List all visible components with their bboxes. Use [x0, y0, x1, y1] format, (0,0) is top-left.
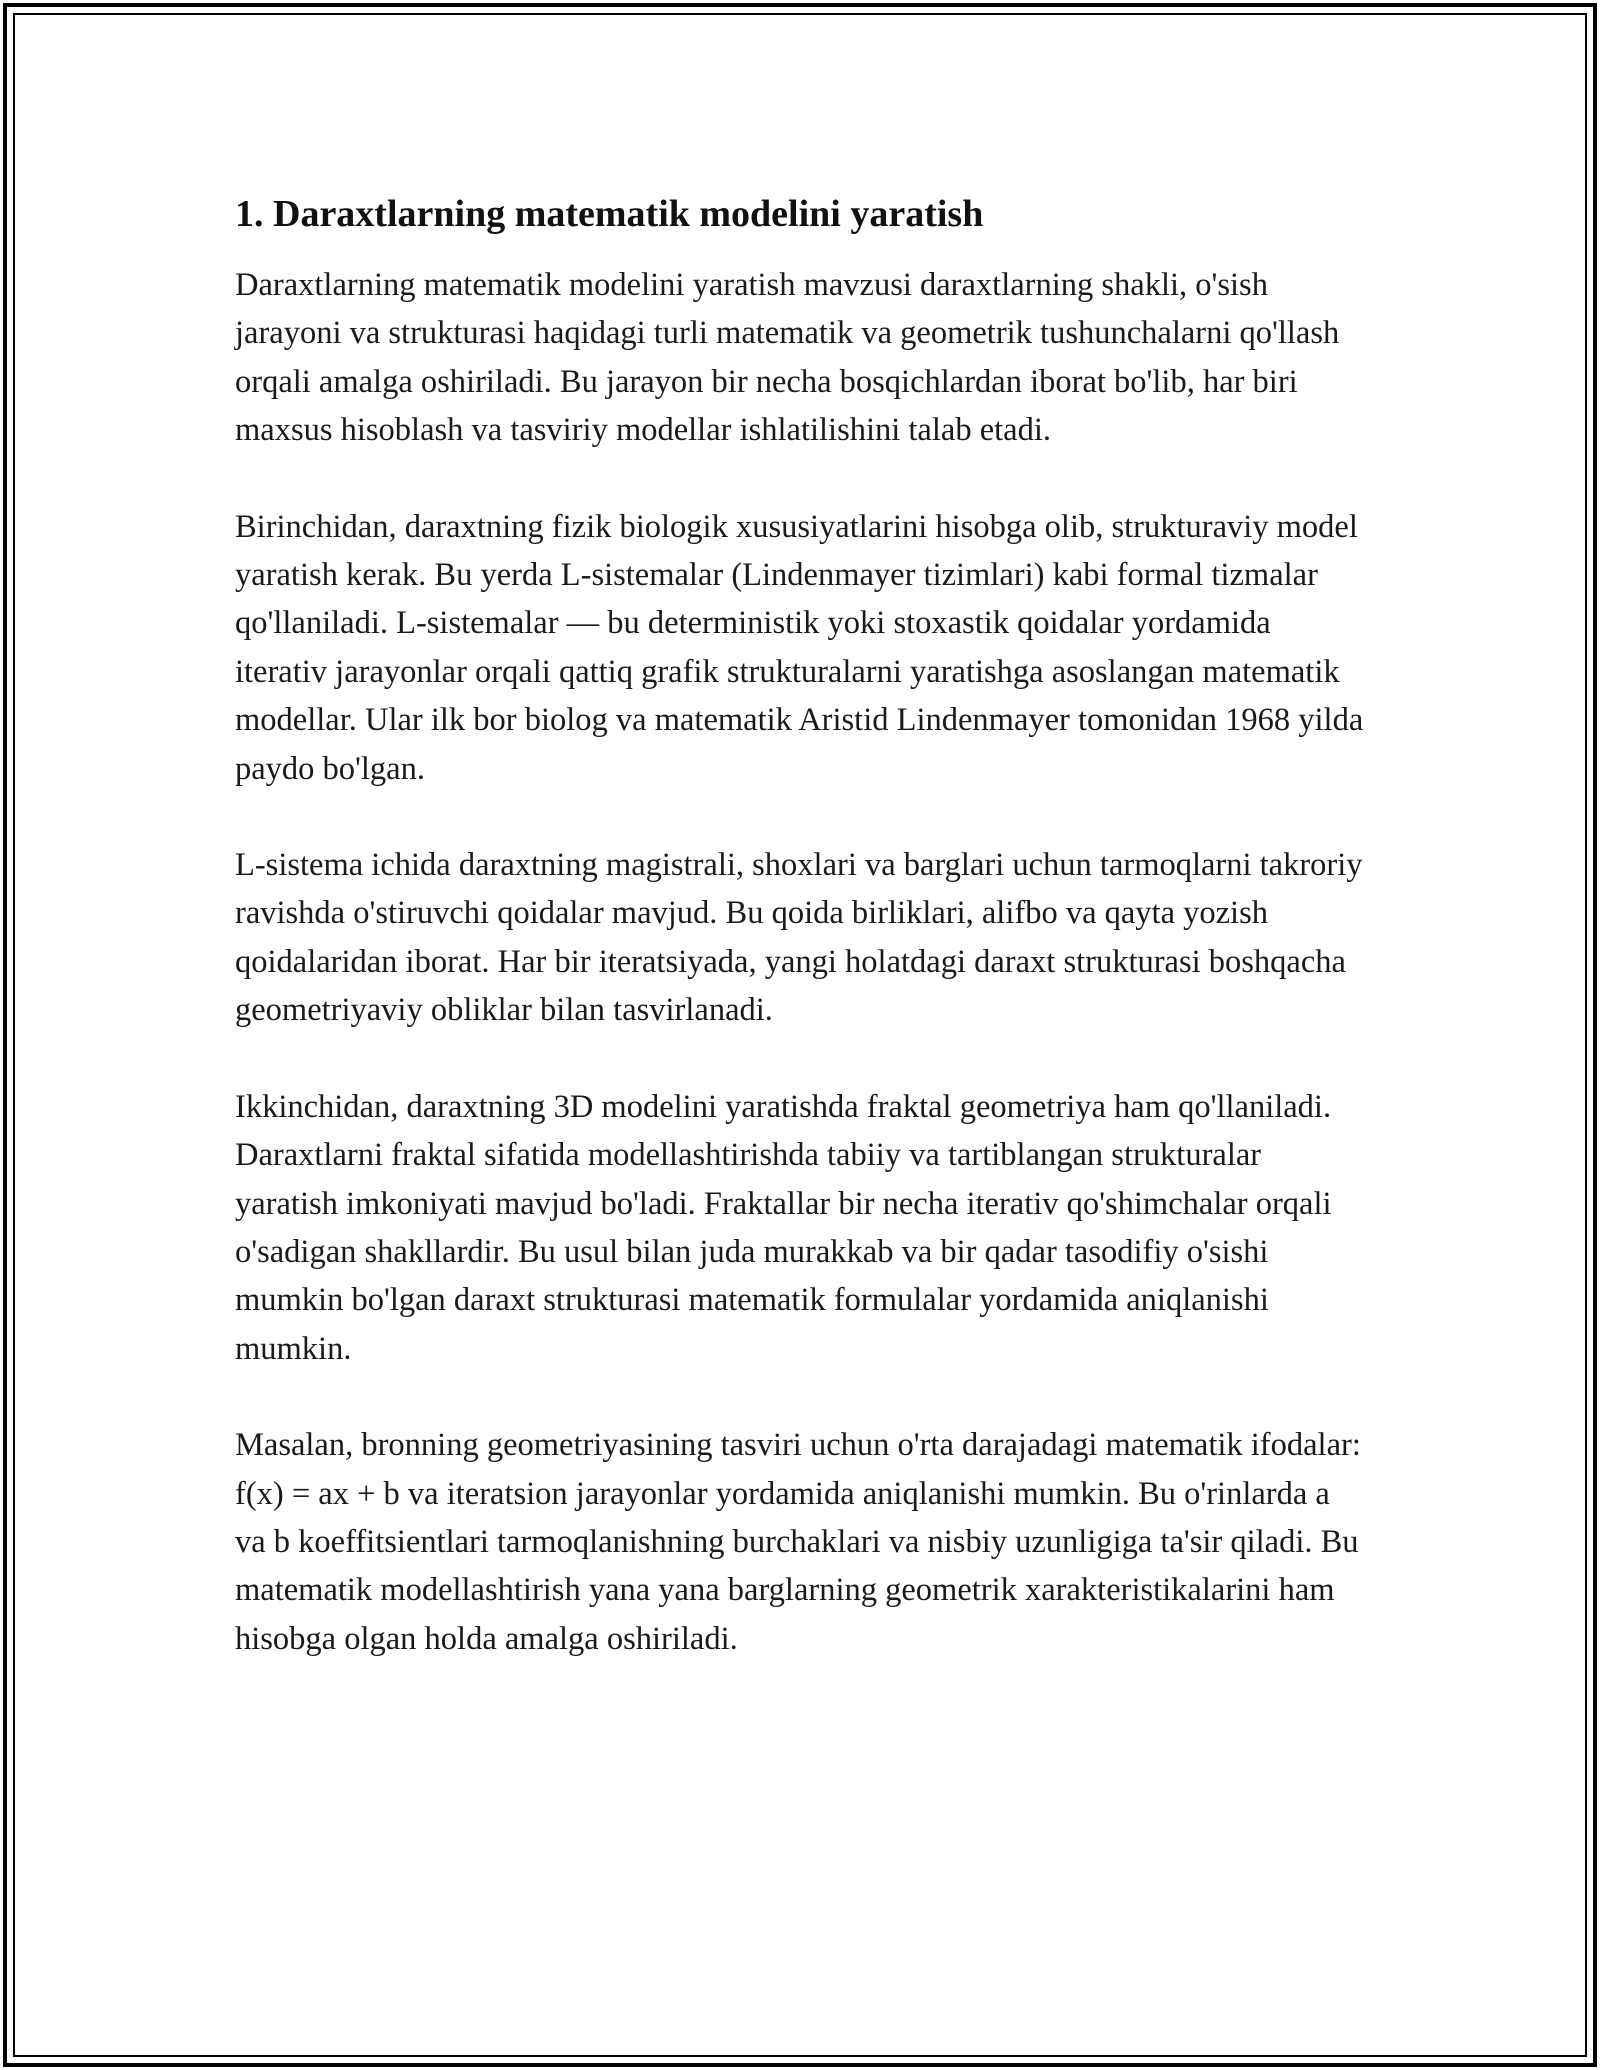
paragraph-l-systems: Birinchidan, daraxtning fizik biologik xususiyatlarini hisobga olib, strukturaviy model yaratish kerak. Bu yerda L-sistemalar (Lindenmayer tizimlari) kabi formal tizmalar qo'llaniladi. L-sistemalar — bu deterministik yoki stoxastik qoidalar yordamida iterativ jarayonlar orqali qattiq grafik strukturalarni yaratishga asoslangan matematik modellar. Ular ilk bor biolog va matematik Aristid Lindenmayer tomonidan 1968 yilda paydo bo'lgan.: [235, 508, 1364, 787]
paragraph-formula-example: Masalan, bronning geometriyasining tasviri uchun o'rta darajadagi matematik ifodalar: f(x) = ax + b va iteratsion jarayonlar yordamida aniqlanishi mumkin. Bu o'rinlarda a va b koeffitsientlari tarmoqlanishning burchaklari va nisbiy uzunligiga ta'sir qiladi. Bu matematik modellashtirish yana yana barglarning geometrik xarakteristikalarini ham hisobga olgan holda amalga oshiriladi.: [235, 1427, 1361, 1657]
paragraph-intro: Daraxtlarning matematik modelini yaratish mavzusi daraxtlarning shakli, o'sish jarayoni va strukturasi haqidagi turli matematik va geometrik tushunchalarni qo'llash orqali amalga oshiriladi. Bu jarayon bir necha bosqichlardan iborat bo'lib, har biri maxsus hisoblash va tasviriy modellar ishlatilishini talab etadi.: [235, 267, 1340, 449]
section-heading: 1. Daraxtlarning matematik modelini yaratish: [235, 193, 984, 235]
document-body: [235, 185, 1365, 1711]
paragraph-l-system-rules: L-sistema ichida daraxtning magistrali, shoxlari va barglari uchun tarmoqlarni takroriy ravishda o'stiruvchi qoidalar mavjud. Bu qoida birliklari, alifbo va qayta yozish qoidalaridan iborat. Har bir iteratsiyada, yangi holatdagi daraxt strukturasi boshqacha geometriyaviy obliklar bilan tasvirlanadi.: [235, 847, 1363, 1029]
paragraph-fractal-geometry: Ikkinchidan, daraxtning 3D modelini yaratishda fraktal geometriya ham qo'llaniladi. Daraxtlarni fraktal sifatida modellashtirishda tabiiy va tartiblangan strukturalar yaratish imkoniyati mavjud bo'ladi. Fraktallar bir necha iterativ qo'shimchalar orqali o'sadigan shakllardir. Bu usul bilan juda murakkab va bir qadar tasodifiy o'sishi mumkin bo'lgan daraxt strukturasi matematik formulalar yordamida aniqlanishi mumkin.: [235, 1088, 1332, 1367]
